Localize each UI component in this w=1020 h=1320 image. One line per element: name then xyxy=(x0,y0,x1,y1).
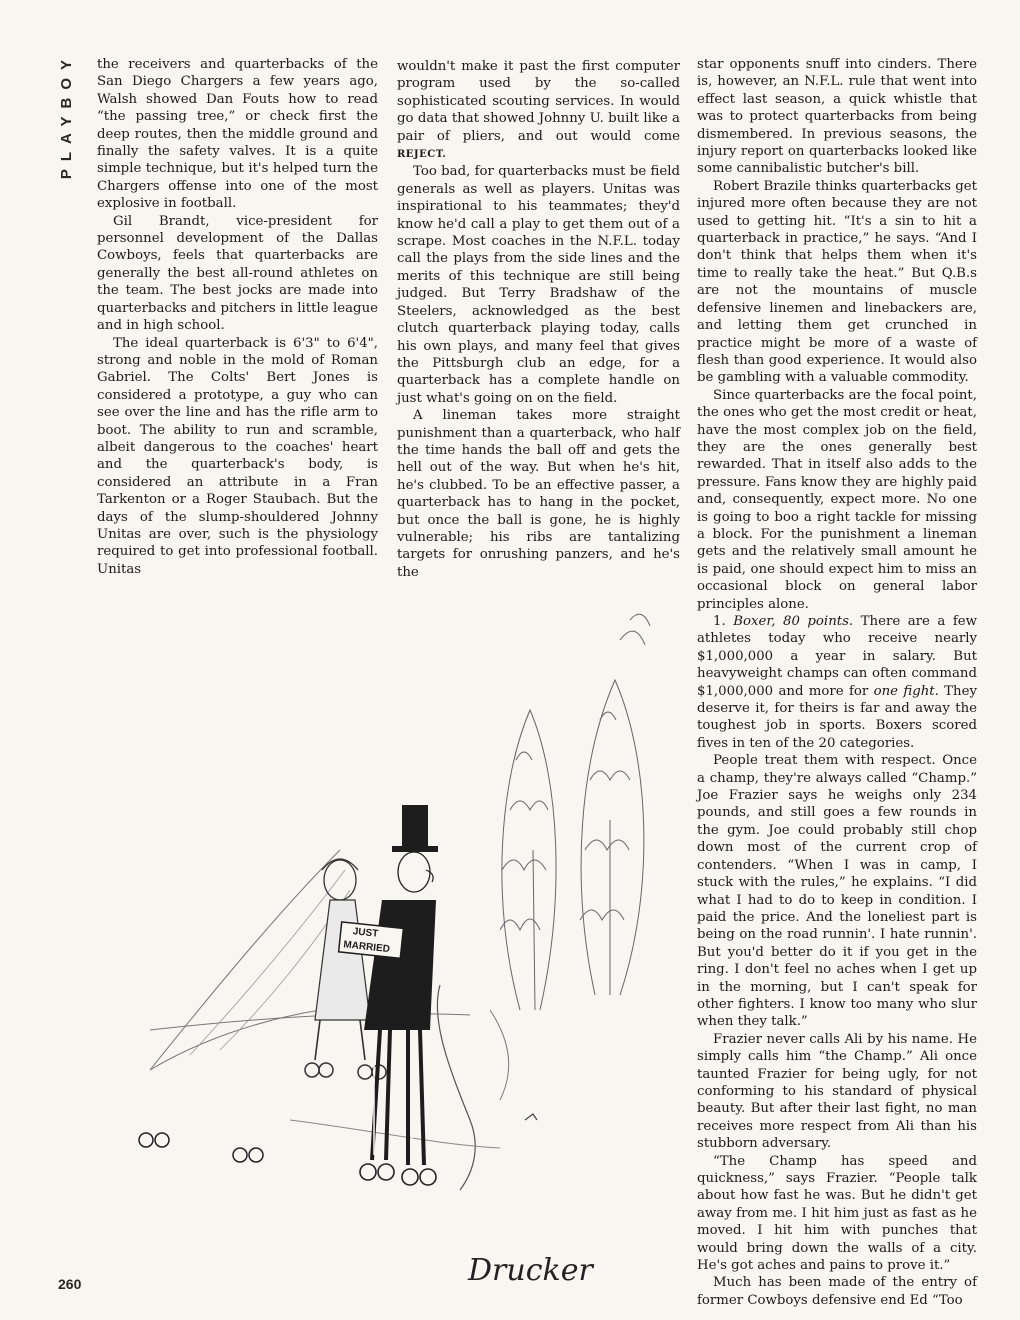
sign-text-married: MARRIED xyxy=(342,939,391,956)
groom-figure xyxy=(139,805,438,1185)
flower-doodle xyxy=(525,1114,537,1120)
paragraph xyxy=(397,58,680,163)
paragraph: Too bad, for quarterbacks must be field generals as well as players. Unitas was inspirational to his teammates; they'd know he'd call a play to get them out of a scrape. Most coaches in the N.F.L. today call the plays from the side lines and the merits of this technique are still being judged. But Terry Bradshaw of the Steelers, acknowledged as the best clutch quarterback playing today, calls his own plays, and many feel that gives the Pittsburgh club an edge, for a quarterback has a complete handle on just what's going on on the field. xyxy=(397,164,680,406)
roller-skate-wheel xyxy=(420,1169,436,1185)
ground-line xyxy=(290,1120,500,1148)
paragraph-text: wouldn't make it past the first computer program used by the so-called sophisticated scouting services. In would go data that showed Johnny U. built like a pair of pliers, and out would come xyxy=(397,59,680,144)
page-number: 260 xyxy=(58,1276,82,1292)
roller-skate-wheel xyxy=(155,1133,169,1147)
path-line xyxy=(490,1010,509,1100)
paragraph: Much has been made of the entry of former Cowboys defensive end Ed “Too xyxy=(697,1275,977,1308)
paragraph: “The Champ has speed and quickness,” says Frazier. “People talk about how fast he was. But he didn't get away from me. I hit him just as fast as he moved. I hit him with punches that would bring down the walls of a city. He's got aches and pains to prove it.” xyxy=(697,1153,977,1274)
paragraph: Robert Brazile thinks quarterbacks get injured more often because they are not used to getting hit. “It's a sin to hit a quarterback in practice,” he says. “And I don't think that helps them when it's time to really take the heat.” But Q.B.s are not the mountains of muscle defensive linemen and linebackers are, and letting them get crunched in practice might be more of a waste of flesh than good experience. It would also be gambling with a valuable commodity. xyxy=(697,178,977,386)
paragraph: Since quarterbacks are the focal point, the ones who get the most credit or heat, have the most complex job on the field, they are the ones generally best rewarded. That in itself also adds to the pressure. Fans know they are highly paid and, consequently, expect more. No one is going to boo a right tackle for missing a block. For the punishment a lineman gets and the relatively small amount he is paid, one should expect him to miss an occasional block on general labor principles alone. xyxy=(697,387,977,612)
sign-text-just: JUST xyxy=(352,926,379,940)
roller-skate-wheel xyxy=(360,1164,376,1180)
column-1 xyxy=(97,56,378,578)
paragraph: The ideal quarterback is 6'3" to 6'4", strong and noble in the mold of Roman Gabriel. The Colts' Bert Jones is considered a prototype, a guy who can see over the line and has the rifle arm to boot. The ability to run and scramble, albeit dangerous to the coaches' heart and the quarterback's body, is considered an attribute in a Fran Tarkenton or a Roger Staubach. But the days of the slump-shouldered Johnny Unitas are over, such is the physiology required to get into professional football. Unitas xyxy=(97,335,378,577)
roller-skate-wheel xyxy=(402,1169,418,1185)
roller-skate-wheel xyxy=(378,1164,394,1180)
roller-skate-wheel xyxy=(139,1133,153,1147)
emphasis: one fight. xyxy=(873,683,939,699)
paragraph-boxer xyxy=(697,613,977,752)
paragraph: the receivers and quarterbacks of the San Diego Chargers a few years ago, Walsh showed Dan Fouts how to read “the passing tree,” or check first the deep routes, then the middle ground and finally the safety valves. It is a quite simple technique, but it's helped turn the Chargers offense into one of the most explosive in football. xyxy=(97,57,378,212)
column-2 xyxy=(397,58,680,581)
paragraph: People treat them with respect. Once a champ, they're always called “Champ.” Joe Frazier says he weighs only 234 pounds, and still goes a few rounds in the gym. Joe could probably still chop down most of the current crop of contenders. “When I was in camp, I stuck with the rules,” he explains. “I did what I had to do to keep in condition. I paid the price. And the loneliest part is being on the road runnin'. I hate runnin'. But you'd better do it if you get in the ring. I don't feel no aches when I get up in the morning, but I can't speak for other fighters. I know too many who slur when they talk.” xyxy=(697,753,977,1030)
reject-small-caps: REJECT. xyxy=(397,149,447,161)
text: They deserve it, for theirs is far and away the toughest job in sports. Boxers scored fives in ten of the 20 categories. xyxy=(697,683,977,751)
text: 1. xyxy=(713,614,734,629)
column-3 xyxy=(697,56,977,1309)
running-head: PLAYBOY xyxy=(58,52,75,180)
bridal-veil xyxy=(150,850,340,1070)
trees xyxy=(500,614,650,1010)
paragraph: Gil Brandt, vice-president for personnel development of the Dallas Cowboys, feels that quarterbacks are generally the best all-round athletes on the team. The best jocks are made into quarterbacks and pitchers in little league and in high school. xyxy=(97,213,378,334)
paragraph: Frazier never calls Ali by his name. He simply calls him “the Champ.” Ali once taunted Frazier for being ugly, for not conforming to his standard of physical beauty. But after their last fight, no man receives more respect from Ali than his stubborn adversary. xyxy=(697,1031,977,1152)
top-hat xyxy=(402,805,428,849)
paragraph: A lineman takes more straight punishment than a quarterback, who half the time hands the ball off and gets the hell out of the way. But when he's hit, he's clubbed. To be an effective passer, a quarterback has to hang in the pocket, but once the ball is gone, he is highly vulnerable; his ribs are tantalizing targets for onrushing panzers, and he's the xyxy=(397,408,680,580)
text: There are a few athletes today who receive nearly $1,000,000 a year in salary. But heavyweight champs can often command $1,000,000 and more for xyxy=(697,614,977,699)
path-line xyxy=(437,985,475,1190)
groom-coat xyxy=(364,900,436,1030)
artist-signature: Drucker xyxy=(468,1253,593,1288)
paragraph: star opponents snuff into cinders. There is, however, an N.F.L. rule that went into effect last season, a quick whistle that was to protect quarterbacks from being dismembered. In previous seasons, the injury report on quarterbacks looked like some cannibalistic butcher's bill. xyxy=(697,57,977,177)
roller-skate-wheel xyxy=(249,1148,263,1162)
cartoon-illustration xyxy=(90,600,680,1300)
boxer-heading: Boxer, 80 points. xyxy=(733,614,854,629)
roller-skate-wheel xyxy=(233,1148,247,1162)
